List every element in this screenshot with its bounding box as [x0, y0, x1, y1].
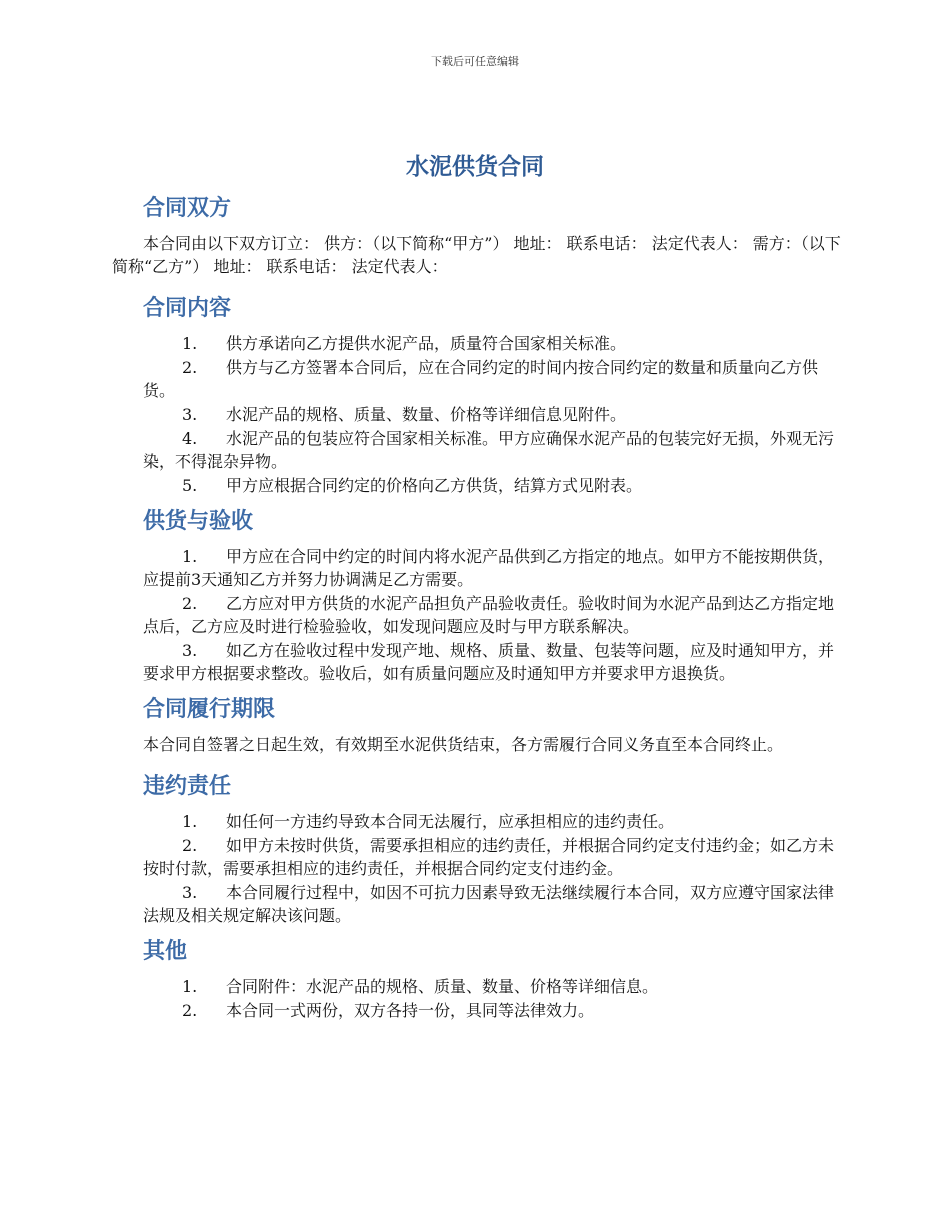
item-number: 3.	[182, 405, 198, 424]
section-heading: 合同履行期限	[143, 697, 276, 722]
item-number: 4.	[182, 429, 198, 448]
list-item	[112, 639, 842, 685]
section-heading: 违约责任	[143, 774, 232, 799]
document-title: 水泥供货合同	[406, 154, 544, 180]
item-text: 本合同一式两份，双方各持一份，具同等法律效力。	[226, 1001, 595, 1020]
item-text: 本合同履行过程中，如因不可抗力因素导致无法继续履行本合同，双方应遵守国家法律法规及相关规定解决该问题。	[143, 883, 835, 925]
section-contents	[112, 292, 842, 497]
list-item	[112, 592, 842, 638]
list-item	[112, 810, 842, 833]
item-text: 供方与乙方签署本合同后，应在合同约定的时间内按合同约定的数量和质量向乙方供货。	[143, 358, 819, 400]
item-text: 如甲方未按时供货，需要承担相应的违约责任，并根据合同约定支付违约金；如乙方未按时付款，需要承担相应的违约责任，并根据合同约定支付违约金。	[143, 836, 835, 878]
list-item	[112, 403, 842, 426]
section-heading: 其他	[143, 939, 188, 964]
list-item	[112, 881, 842, 927]
list-item	[112, 975, 842, 998]
item-number: 3.	[182, 641, 198, 660]
item-number: 1.	[182, 977, 198, 996]
item-text: 供方承诺向乙方提供水泥产品，质量符合国家相关标准。	[226, 334, 627, 353]
item-number: 2.	[182, 1001, 198, 1020]
clause-list	[112, 545, 842, 685]
item-text: 甲方应根据合同约定的价格向乙方供货，结算方式见附表。	[226, 476, 643, 495]
clause-list	[112, 810, 842, 927]
item-text: 如乙方在验收过程中发现产地、规格、质量、数量、包装等问题，应及时通知甲方，并要求甲方根据要求整改。验收后，如有质量问题应及时通知甲方并要求甲方退换货。	[143, 641, 835, 683]
item-text: 甲方应在合同中约定的时间内将水泥产品供到乙方指定的地点。如甲方不能按期供货，应提前3天通知乙方并努力协调满足乙方需要。	[143, 547, 835, 589]
list-item	[112, 999, 842, 1022]
item-text: 乙方应对甲方供货的水泥产品担负产品验收责任。验收时间为水泥产品到达乙方指定地点后，乙方应及时进行检验验收，如发现问题应及时与甲方联系解决。	[143, 594, 835, 636]
section-parties	[112, 192, 842, 278]
item-number: 2.	[182, 358, 198, 377]
item-number: 2.	[182, 594, 198, 613]
section-other	[112, 935, 842, 1022]
section-paragraph: 本合同自签署之日起生效，有效期至水泥供货结束，各方需履行合同义务直至本合同终止。	[143, 735, 784, 754]
section-supply-acceptance	[112, 505, 842, 685]
item-number: 3.	[182, 883, 198, 902]
section-paragraph: 本合同由以下双方订立： 供方：（以下简称“甲方”） 地址： 联系电话： 法定代表人： 需方：（以下简称“乙方”） 地址： 联系电话： 法定代表人：	[112, 234, 841, 276]
list-item	[112, 356, 842, 402]
section-heading: 供货与验收	[143, 509, 254, 534]
list-item	[112, 332, 842, 355]
list-item	[112, 834, 842, 880]
item-number: 1.	[182, 334, 198, 353]
clause-list	[112, 332, 842, 497]
list-item	[112, 474, 842, 497]
header-note: 下载后可任意编辑	[431, 55, 519, 68]
section-heading: 合同内容	[143, 296, 232, 321]
item-number: 2.	[182, 836, 198, 855]
list-item	[112, 545, 842, 591]
item-text: 如任何一方违约导致本合同无法履行，应承担相应的违约责任。	[226, 812, 675, 831]
document-body	[112, 192, 842, 1030]
section-heading: 合同双方	[143, 196, 232, 221]
item-number: 1.	[182, 547, 198, 566]
section-term	[112, 693, 842, 756]
item-text: 合同附件：水泥产品的规格、质量、数量、价格等详细信息。	[226, 977, 659, 996]
clause-list	[112, 975, 842, 1022]
list-item	[112, 427, 842, 473]
item-text: 水泥产品的规格、质量、数量、价格等详细信息见附件。	[226, 405, 627, 424]
section-liability	[112, 770, 842, 927]
item-number: 1.	[182, 812, 198, 831]
item-text: 水泥产品的包装应符合国家相关标准。甲方应确保水泥产品的包装完好无损，外观无污染，不得混杂异物。	[143, 429, 835, 471]
item-number: 5.	[182, 476, 198, 495]
